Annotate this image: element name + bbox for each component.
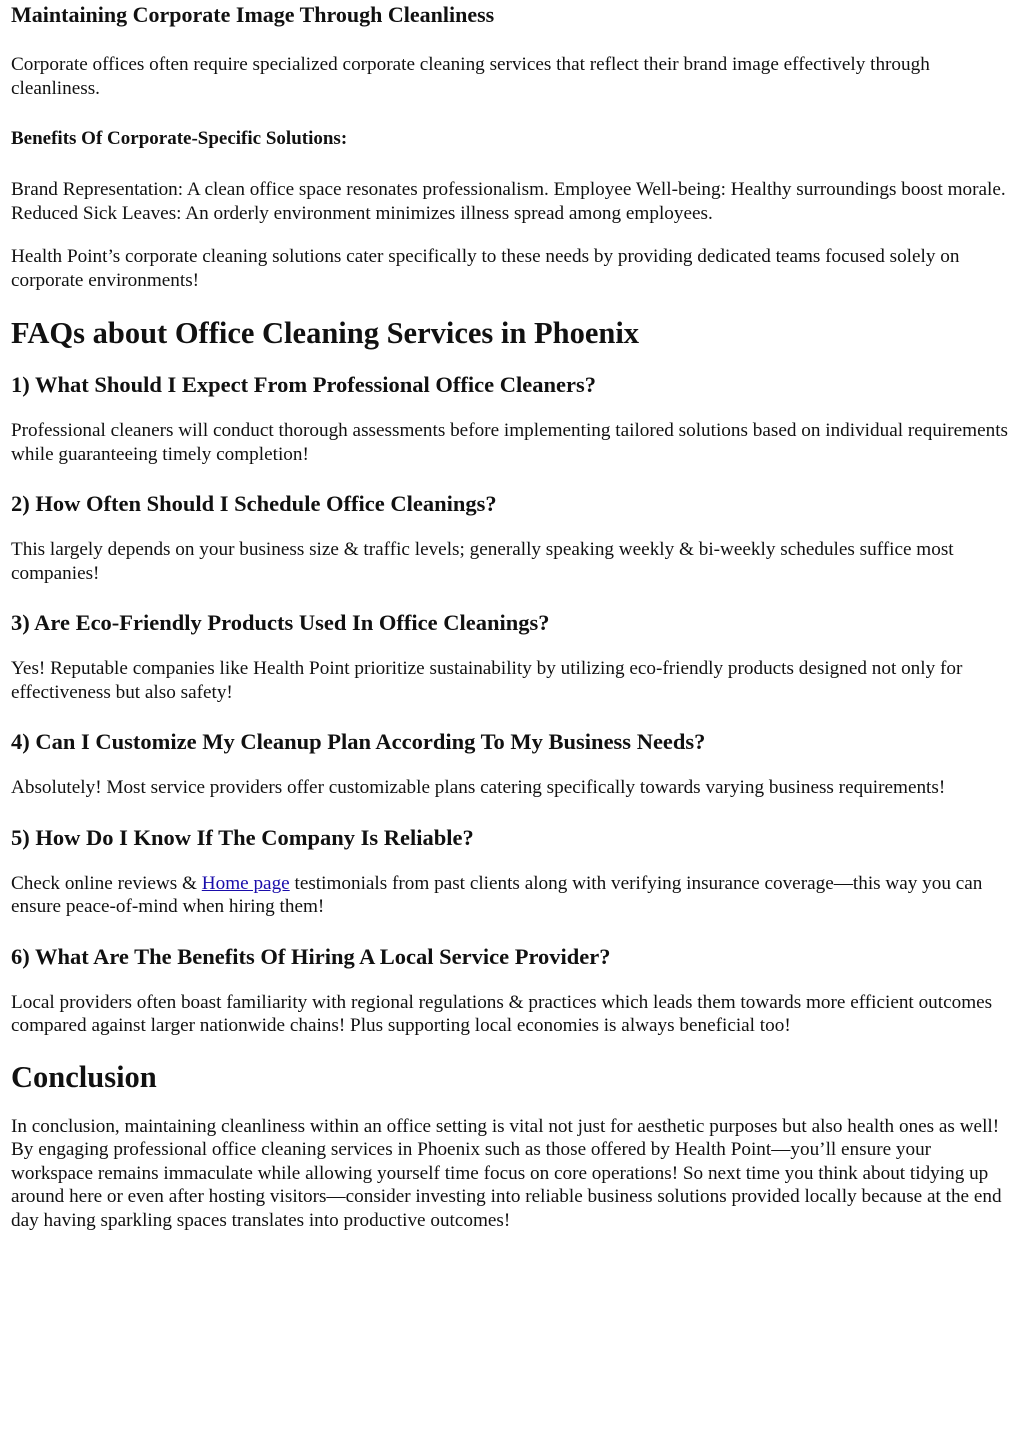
faq-question-2: 2) How Often Should I Schedule Office Cleanings? bbox=[11, 491, 497, 516]
faq-answer-5 bbox=[11, 872, 1013, 919]
faq-answer-3: Yes! Reputable companies like Health Point prioritize sustainability by utilizing eco-friendly products designed not only for effectiveness but also safety! bbox=[11, 658, 963, 703]
benefits-paragraph: Brand Representation: A clean office space resonates professionalism. Employee Well-being: Healthy surroundings boost morale. Reduced Sick Leaves: An orderly environment minimizes illness spread among employees. bbox=[11, 179, 1006, 224]
faq-answer-5-text-before: Check online reviews & bbox=[11, 872, 202, 894]
faq-answer-1: Professional cleaners will conduct thorough assessments before implementing tailored solutions based on individual requirements while guaranteeing timely completion! bbox=[11, 420, 1009, 465]
health-point-paragraph: Health Point’s corporate cleaning solutions cater specifically to these needs by providing dedicated teams focused solely on corporate environments! bbox=[11, 246, 960, 291]
faq-question-3: 3) Are Eco-Friendly Products Used In Office Cleanings? bbox=[11, 610, 550, 635]
faq-heading: FAQs about Office Cleaning Services in Phoenix bbox=[11, 316, 640, 350]
benefits-heading: Benefits Of Corporate-Specific Solutions: bbox=[11, 128, 348, 149]
faq-question-6: 6) What Are The Benefits Of Hiring A Local Service Provider? bbox=[11, 943, 611, 969]
faq-question-5: 5) How Do I Know If The Company Is Reliable? bbox=[11, 824, 474, 850]
faq-question-1: 1) What Should I Expect From Professional Office Cleaners? bbox=[11, 372, 596, 397]
faq-answer-2: This largely depends on your business size & traffic levels; generally speaking weekly & bi-weekly schedules suffice most companies! bbox=[11, 539, 954, 584]
conclusion-paragraph: In conclusion, maintaining cleanliness within an office setting is vital not just for aesthetic purposes but also health ones as well! By engaging professional office cleaning services in Phoenix such as those offered by Health Point—you’ll ensure your workspace remains immaculate while allowing yourself time focus on core operations! So next time you think about tidying up around here or even after hosting visitors—consider investing into reliable business solutions provided locally because at the end day having sparkling spaces translates into productive outcomes! bbox=[11, 1115, 1002, 1231]
intro-paragraph: Corporate offices often require specialized corporate cleaning services that reflect their brand image effectively through cleanliness. bbox=[11, 54, 930, 99]
faq-answer-6: Local providers often boast familiarity with regional regulations & practices which leads them towards more efficient outcomes compared against larger nationwide chains! Plus supporting local economies is always beneficial too! bbox=[11, 991, 993, 1036]
section-title: Maintaining Corporate Image Through Cleanliness bbox=[11, 2, 495, 27]
faq-question-4: 4) Can I Customize My Cleanup Plan According To My Business Needs? bbox=[11, 729, 706, 754]
faq-answer-5-text-after: testimonials from past clients along with verifying insurance coverage—this way you can ensure peace-of-mind when hiring them! bbox=[11, 872, 983, 917]
home-page-link[interactable]: Home page bbox=[201, 872, 290, 894]
faq-answer-4: Absolutely! Most service providers offer customizable plans catering specifically towards varying business requirements! bbox=[11, 777, 946, 798]
conclusion-heading: Conclusion bbox=[11, 1059, 157, 1094]
